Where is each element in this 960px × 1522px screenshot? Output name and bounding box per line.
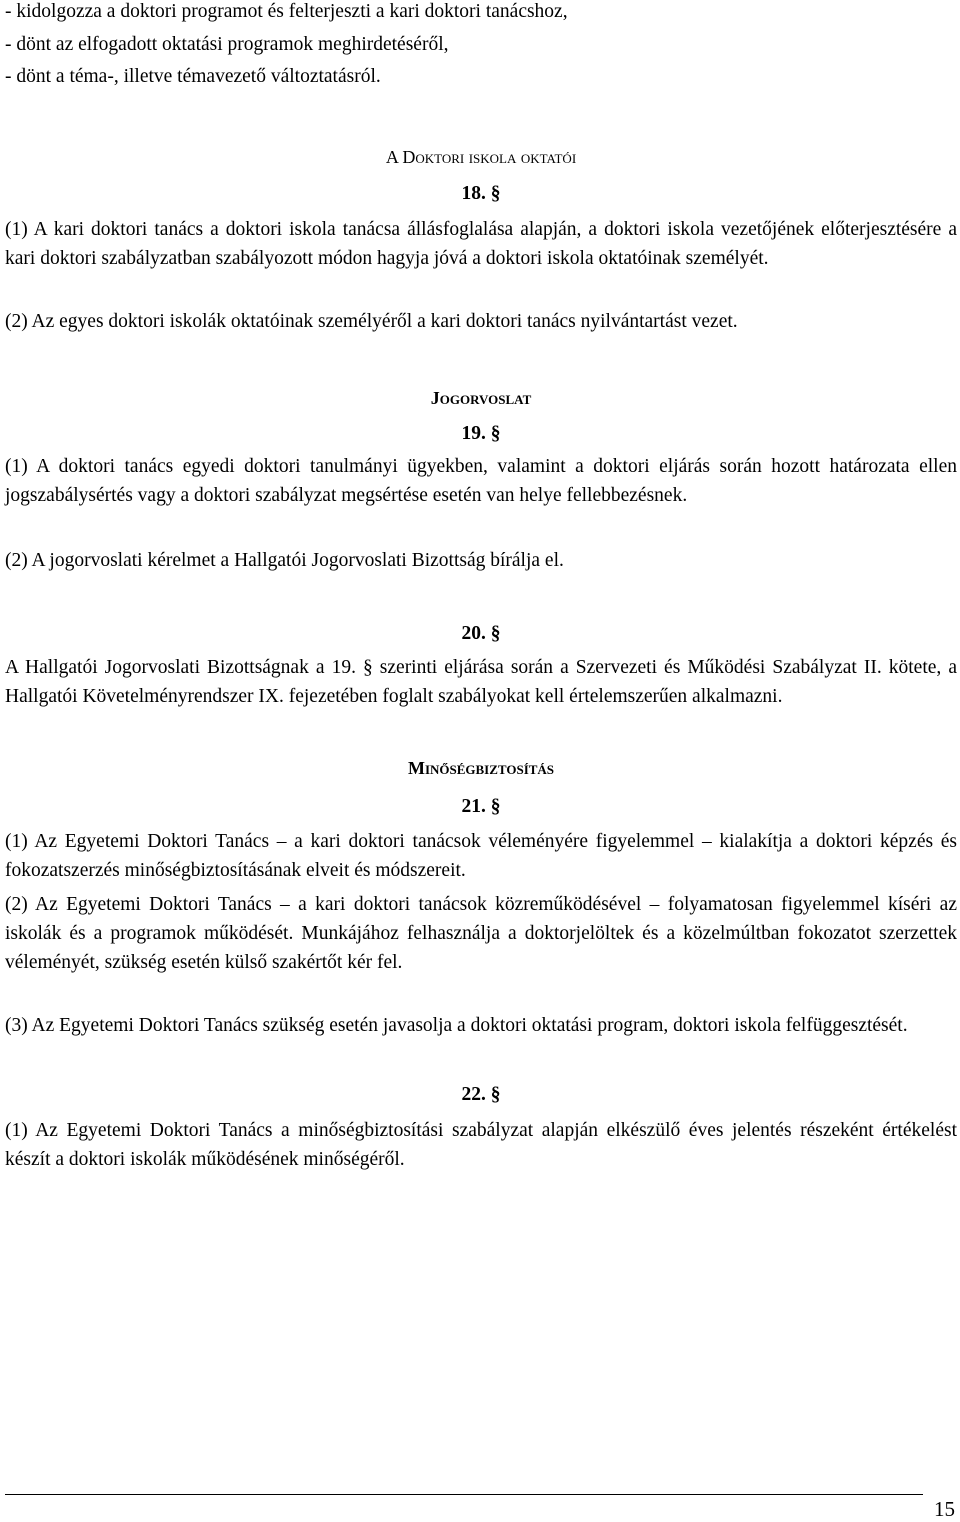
paragraph-number-22: 22. § <box>461 1084 501 1105</box>
footer-rule <box>5 1494 923 1495</box>
section-heading-oktatoi: A Doktori iskola oktatói <box>385 147 577 167</box>
paragraph-number-20: 20. § <box>461 623 501 644</box>
section-heading-jogorvoslat: Jogorvoslat <box>430 388 532 408</box>
intro-line-2: - dönt az elfogadott oktatási programok meghirdetéséről, <box>5 34 449 55</box>
paragraph-number-21: 21. § <box>461 796 501 817</box>
paragraph-19-2: (2) A jogorvoslati kérelmet a Hallgatói Jogorvoslati Bizottság bírálja el. <box>5 550 564 571</box>
paragraph-21-1: (1) Az Egyetemi Doktori Tanács – a kari doktori tanácsok véleményére figyelemmel – kialakítja a doktori képzés és fokozatszerzés minőségbiztosításának elveit és módszereit. <box>5 831 957 881</box>
intro-line-1: - kidolgozza a doktori programot és felterjeszti a kari doktori tanácshoz, <box>5 1 568 22</box>
paragraph-number-18: 18. § <box>461 183 501 204</box>
page-number: 15 <box>934 1497 955 1521</box>
intro-line-3: - dönt a téma-, illetve témavezető változtatásról. <box>5 66 381 87</box>
paragraph-number-19: 19. § <box>461 423 501 444</box>
paragraph-21-3: (3) Az Egyetemi Doktori Tanács szükség esetén javasolja a doktori oktatási program, doktori iskola felfüggesztését. <box>5 1015 908 1036</box>
paragraph-19-1: (1) A doktori tanács egyedi doktori tanulmányi ügyekben, valamint a doktori eljárás során hozott határozata ellen jogszabálysértés vagy a doktori szabályzat megsértése esetén van helye fellebbezésnek. <box>5 456 957 506</box>
paragraph-22-1: (1) Az Egyetemi Doktori Tanács a minőségbiztosítási szabályzat alapján elkészülő éves jelentés részeként értékelést készít a doktori iskolák működésének minőségéről. <box>5 1120 957 1170</box>
paragraph-21-2: (2) Az Egyetemi Doktori Tanács – a kari doktori tanácsok közreműködésével – folyamatosan figyelemmel kíséri az iskolák és a programok működését. Munkájához felhasználja a doktorjelöltek és a közelmúltban fokozatot szerzettek véleményét, szükség esetén külső szakértőt kér fel. <box>5 894 957 973</box>
paragraph-18-1: (1) A kari doktori tanács a doktori iskola tanácsa állásfoglalása alapján, a doktori iskola vezetőjének előterjesztésére a kari doktori szabályzatban szabályozott módon hagyja jóvá a doktori iskola oktatóinak személyét. <box>5 219 957 269</box>
paragraph-18-2: (2) Az egyes doktori iskolák oktatóinak személyéről a kari doktori tanács nyilvántartást vezet. <box>5 311 738 332</box>
paragraph-20-1: A Hallgatói Jogorvoslati Bizottságnak a 19. § szerinti eljárása során a Szervezeti és Működési Szabályzat II. kötete, a Hallgatói Követelményrendszer IX. fejezetében foglalt szabályokat kell értelemszerűen alkalmazni. <box>5 657 957 707</box>
section-heading-minoseg: Minőségbiztosítás <box>407 758 555 778</box>
